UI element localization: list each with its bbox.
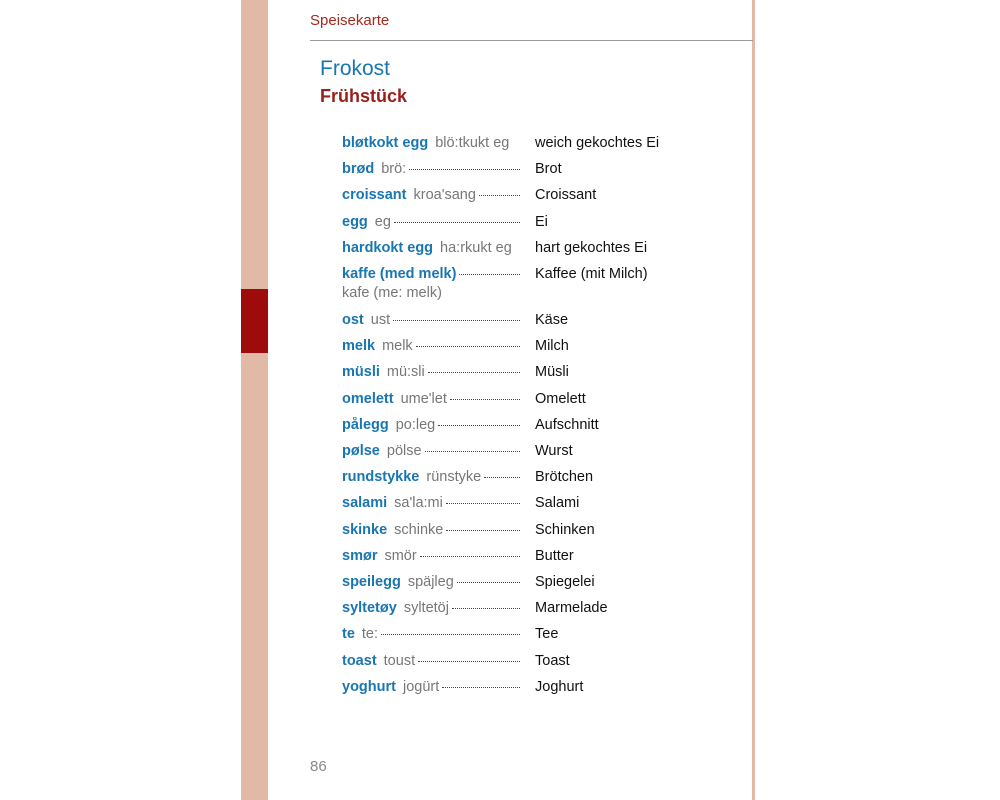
running-header: Speisekarte bbox=[310, 12, 390, 29]
german-translation: hart gekochtes Ei bbox=[535, 239, 648, 256]
pronunciation: späjleg bbox=[407, 574, 454, 590]
german-translation: Marmelade bbox=[535, 600, 608, 617]
pronunciation: schinke bbox=[394, 521, 444, 538]
german-translation: Aufschnitt bbox=[535, 416, 599, 433]
german-translation: weich gekochtes Ei bbox=[535, 135, 660, 151]
vocab-left-column bbox=[342, 574, 520, 590]
vocab-left-column bbox=[342, 161, 520, 177]
norwegian-term: bløtkokt egg bbox=[342, 135, 429, 151]
section-title: Frokost bbox=[320, 57, 391, 80]
norwegian-term: pålegg bbox=[342, 416, 389, 433]
pronunciation: mü:sli bbox=[386, 364, 425, 381]
pronunciation: po:leg bbox=[395, 416, 436, 433]
norwegian-term: te bbox=[342, 626, 355, 643]
pronunciation: melk bbox=[382, 338, 413, 355]
dotted-leader bbox=[484, 477, 520, 478]
pronunciation: rünstyke bbox=[426, 469, 482, 486]
vocab-left-column bbox=[342, 391, 520, 407]
pronunciation: pölse bbox=[386, 443, 422, 459]
dotted-leader bbox=[459, 274, 520, 275]
dotted-leader bbox=[394, 222, 520, 223]
norwegian-term: yoghurt bbox=[342, 678, 396, 695]
norwegian-term: croissant bbox=[342, 187, 407, 204]
dotted-leader bbox=[416, 346, 520, 347]
pronunciation: eg bbox=[374, 213, 391, 230]
vocab-left-column bbox=[342, 443, 520, 459]
vocab-left-column bbox=[342, 266, 520, 282]
chapter-thumb-tab bbox=[241, 289, 268, 353]
pronunciation: kroa'sang bbox=[413, 187, 476, 204]
dotted-leader bbox=[393, 320, 520, 321]
norwegian-term: kaffe (med melk) bbox=[342, 266, 457, 282]
norwegian-term: melk bbox=[342, 338, 376, 355]
vocab-left-column bbox=[342, 240, 520, 256]
vocab-left-column bbox=[342, 522, 520, 538]
dotted-leader bbox=[420, 556, 520, 557]
german-translation: Tee bbox=[535, 626, 559, 643]
dotted-leader bbox=[479, 195, 520, 196]
pronunciation: te: bbox=[361, 626, 379, 643]
norwegian-term: brød bbox=[342, 161, 375, 178]
page-number: 86 bbox=[310, 758, 327, 775]
pronunciation: kafe (me: melk) bbox=[342, 285, 442, 301]
vocab-left-column bbox=[342, 626, 520, 642]
vocab-left-column bbox=[342, 548, 520, 564]
vocab-left-column bbox=[342, 495, 520, 511]
norwegian-term: hardkokt egg bbox=[342, 239, 434, 256]
german-translation: Croissant bbox=[535, 187, 597, 204]
pronunciation: ha:rkukt eg bbox=[440, 239, 512, 256]
german-translation: Käse bbox=[535, 312, 569, 328]
pronunciation: ust bbox=[370, 312, 391, 328]
german-translation: Spiegelei bbox=[535, 574, 595, 590]
dotted-leader bbox=[446, 503, 520, 504]
page-edge-right bbox=[752, 0, 755, 800]
vocab-left-column bbox=[342, 469, 520, 485]
dotted-leader bbox=[452, 608, 520, 609]
pronunciation: sa'la:mi bbox=[394, 495, 443, 512]
dotted-leader bbox=[457, 582, 520, 583]
dotted-leader bbox=[381, 634, 520, 635]
vocab-left-column bbox=[342, 135, 520, 151]
dotted-leader bbox=[442, 687, 520, 688]
vocab-left-column bbox=[342, 338, 520, 354]
vocab-left-column bbox=[342, 187, 520, 203]
pronunciation: jogürt bbox=[402, 678, 440, 695]
vocab-left-column bbox=[342, 214, 520, 230]
dotted-leader bbox=[428, 372, 520, 373]
pronunciation: brö: bbox=[381, 161, 407, 178]
german-translation: Salami bbox=[535, 495, 580, 512]
norwegian-term: omelett bbox=[342, 390, 394, 407]
norwegian-term: egg bbox=[342, 213, 368, 230]
german-translation: Omelett bbox=[535, 390, 586, 407]
dotted-leader bbox=[425, 451, 520, 452]
norwegian-term: toast bbox=[342, 652, 377, 669]
german-translation: Brötchen bbox=[535, 469, 594, 486]
norwegian-term: müsli bbox=[342, 364, 380, 381]
pronunciation: syltetöj bbox=[403, 600, 449, 617]
vocab-left-column bbox=[342, 364, 520, 380]
vocab-left-column bbox=[342, 417, 520, 433]
german-translation: Ei bbox=[535, 213, 548, 230]
german-translation: Milch bbox=[535, 338, 569, 355]
german-translation: Brot bbox=[535, 161, 562, 178]
german-translation: Wurst bbox=[535, 443, 573, 459]
pronunciation: smör bbox=[384, 547, 417, 564]
norwegian-term: pølse bbox=[342, 443, 380, 459]
dotted-leader bbox=[438, 425, 520, 426]
norwegian-term: skinke bbox=[342, 521, 388, 538]
german-translation: Kaffee (mit Milch) bbox=[535, 266, 648, 282]
norwegian-term: smør bbox=[342, 547, 378, 564]
dotted-leader bbox=[450, 399, 520, 400]
pronunciation: blö:tkukt eg bbox=[435, 135, 510, 151]
dotted-leader bbox=[418, 661, 520, 662]
dotted-leader bbox=[446, 530, 520, 531]
norwegian-term: syltetøy bbox=[342, 600, 397, 617]
norwegian-term: ost bbox=[342, 312, 364, 328]
german-translation: Schinken bbox=[535, 521, 595, 538]
german-translation: Müsli bbox=[535, 364, 569, 381]
norwegian-term: speilegg bbox=[342, 574, 401, 590]
vocab-left-column bbox=[342, 653, 520, 669]
page-edge-strip bbox=[241, 0, 268, 800]
norwegian-term: rundstykke bbox=[342, 469, 420, 486]
dotted-leader bbox=[409, 169, 520, 170]
german-translation: Butter bbox=[535, 547, 574, 564]
german-translation: Toast bbox=[535, 652, 570, 669]
pronunciation: toust bbox=[383, 652, 416, 669]
vocab-left-column bbox=[342, 600, 520, 616]
pronunciation: ume'let bbox=[400, 390, 447, 407]
vocab-left-column bbox=[342, 679, 520, 695]
section-subtitle: Frühstück bbox=[320, 86, 408, 106]
vocab-left-column bbox=[342, 312, 520, 328]
german-translation: Joghurt bbox=[535, 678, 584, 695]
header-divider bbox=[310, 40, 753, 41]
norwegian-term: salami bbox=[342, 495, 388, 512]
